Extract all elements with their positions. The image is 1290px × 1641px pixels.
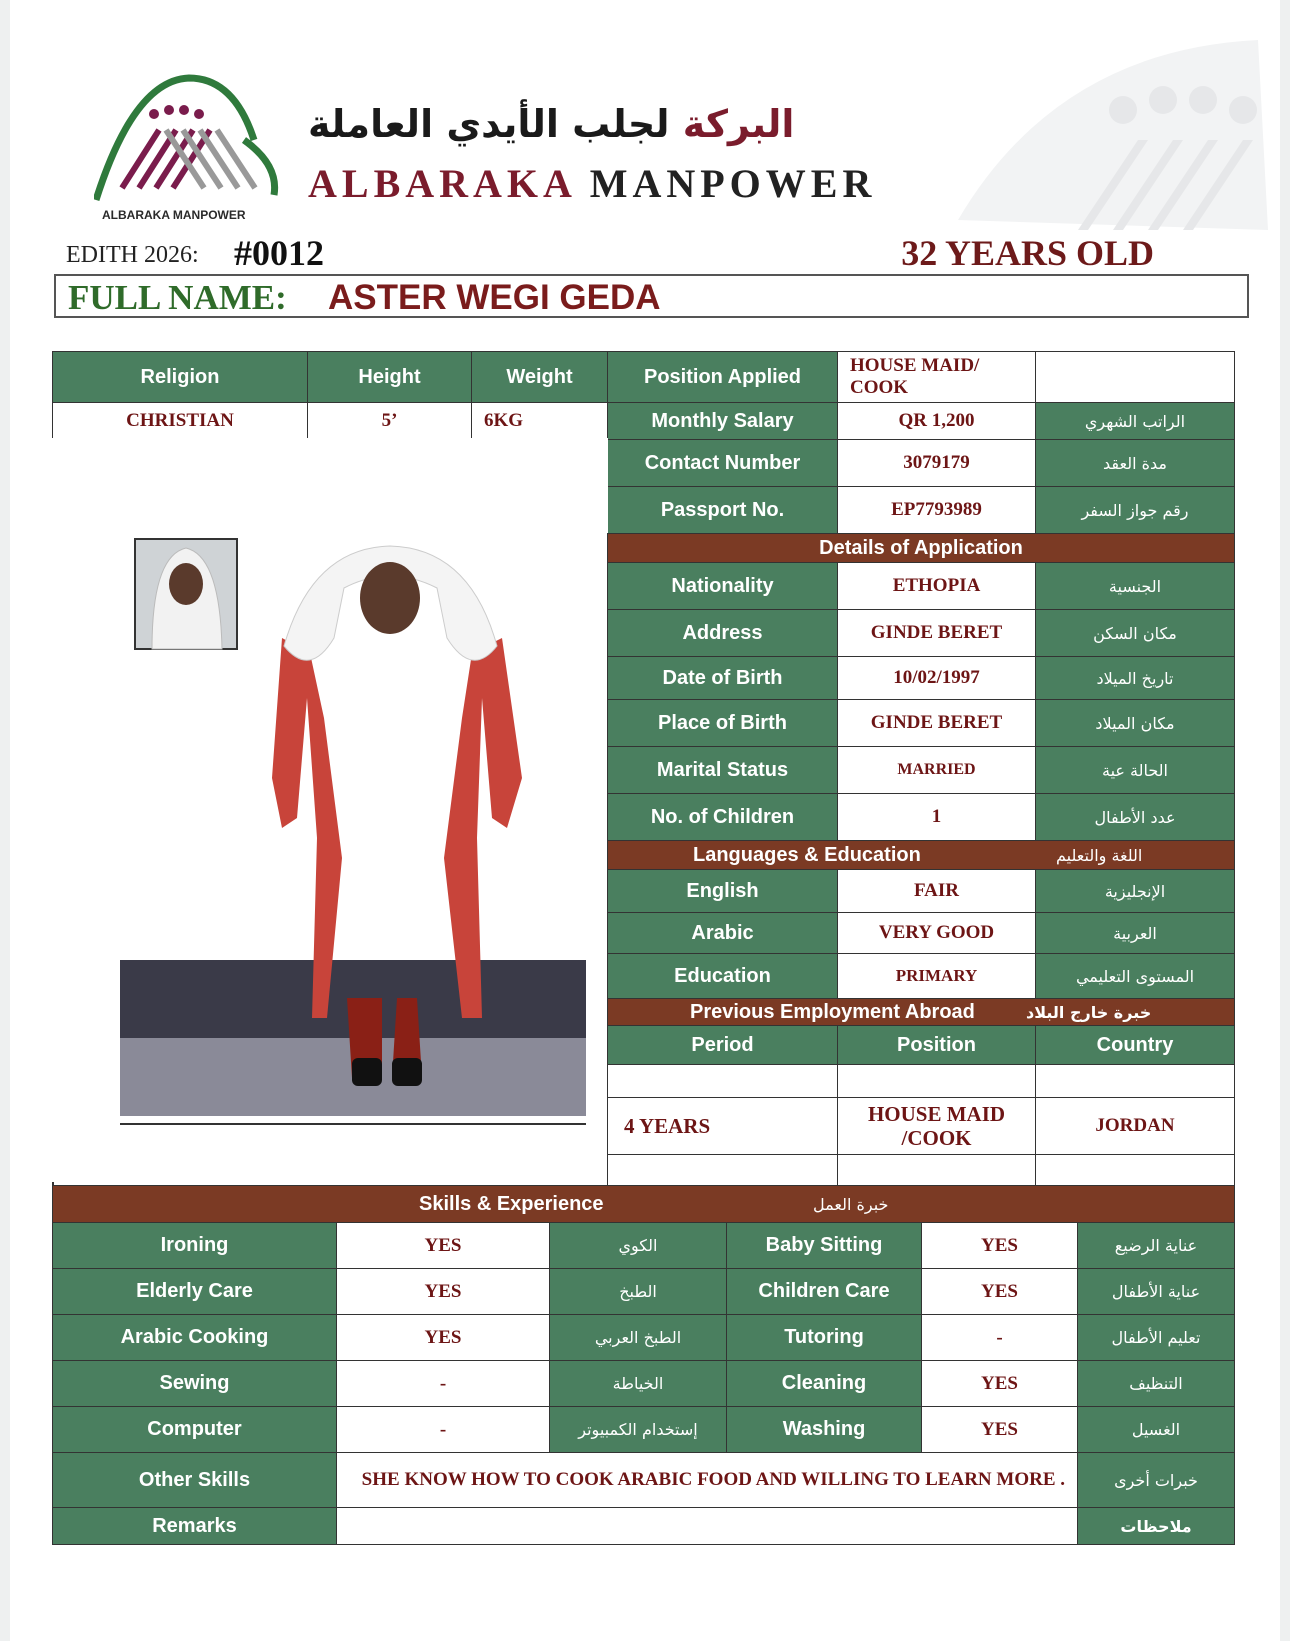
- skill-arabic-elderly-care: الطبخ: [549, 1268, 727, 1315]
- religion-header: Religion: [52, 351, 308, 403]
- company-logo: [94, 70, 284, 230]
- marital-value: MARRIED: [837, 746, 1036, 794]
- education-value: PRIMARY: [837, 953, 1036, 999]
- employment-empty-cell: [837, 1154, 1036, 1186]
- skill-value-children-care: YES: [921, 1268, 1078, 1315]
- company-name-english-rest: MANPOWER: [589, 161, 877, 206]
- skill-label-arabic-cooking: Arabic Cooking: [52, 1314, 337, 1361]
- languages-title-arabic: اللغة والتعليم: [1056, 845, 1143, 865]
- edition-label: EDITH 2026:: [66, 242, 199, 268]
- contact-label: Contact Number: [607, 439, 838, 487]
- skill-arabic-children-care: عناية الأطفال: [1077, 1268, 1235, 1315]
- full-name-box: [54, 274, 1249, 318]
- skill-arabic-cleaning: التنظيف: [1077, 1360, 1235, 1407]
- pob-label-arabic: مكان الميلاد: [1035, 699, 1235, 747]
- company-name-arabic-rest: لجلب الأيدي العاملة: [308, 102, 670, 146]
- remarks-label-arabic: ملاحظات: [1077, 1507, 1235, 1545]
- skill-label-baby-sitting: Baby Sitting: [726, 1222, 922, 1269]
- skill-arabic-ironing: الكوي: [549, 1222, 727, 1269]
- passport-label-arabic: رقم جواز السفر: [1035, 486, 1235, 534]
- nationality-label: Nationality: [607, 562, 838, 610]
- details-section-header: Details of Application: [607, 533, 1235, 563]
- skill-label-elderly-care: Elderly Care: [52, 1268, 337, 1315]
- employment-empty-cell: [607, 1064, 838, 1098]
- skill-value-sewing: -: [336, 1360, 550, 1407]
- address-label-arabic: مكان السكن: [1035, 609, 1235, 657]
- passport-value: EP7793989: [837, 486, 1036, 534]
- skill-value-elderly-care: YES: [336, 1268, 550, 1315]
- salary-value: QR 1,200: [837, 402, 1036, 440]
- pob-value: GINDE BERET: [837, 699, 1036, 747]
- other-skills-label: Other Skills: [52, 1452, 337, 1508]
- skills-section-header: [52, 1185, 1235, 1223]
- dob-value: 10/02/1997: [837, 656, 1036, 700]
- english-label: English: [607, 869, 838, 913]
- arabic-label-arabic: العربية: [1035, 912, 1235, 954]
- skill-value-computer: -: [336, 1406, 550, 1453]
- skill-arabic-tutoring: تعليم الأطفال: [1077, 1314, 1235, 1361]
- address-value: GINDE BERET: [837, 609, 1036, 657]
- country-header: Country: [1035, 1025, 1235, 1065]
- education-label: Education: [607, 953, 838, 999]
- watermark-logo: [938, 30, 1268, 230]
- languages-section-header: [607, 840, 1235, 870]
- logo-caption: ALBARAKA MANPOWER: [102, 208, 246, 222]
- employment-empty-cell: [1035, 1154, 1235, 1186]
- skill-label-ironing: Ironing: [52, 1222, 337, 1269]
- nationality-label-arabic: الجنسية: [1035, 562, 1235, 610]
- dob-label: Date of Birth: [607, 656, 838, 700]
- languages-title: Languages & Education: [693, 843, 921, 866]
- children-label: No. of Children: [607, 793, 838, 841]
- skill-label-cleaning: Cleaning: [726, 1360, 922, 1407]
- position-applied-value: HOUSE MAID/ COOK: [837, 351, 1036, 403]
- skills-title: Skills & Experience: [419, 1192, 604, 1215]
- employment-country: JORDAN: [1035, 1097, 1235, 1155]
- nationality-value: ETHOPIA: [837, 562, 1036, 610]
- company-name-arabic: [308, 102, 794, 146]
- employment-position: HOUSE MAID /COOK: [837, 1097, 1036, 1155]
- employment-title: Previous Employment Abroad: [690, 1000, 975, 1023]
- skill-arabic-arabic-cooking: الطبخ العربي: [549, 1314, 727, 1361]
- skill-value-washing: YES: [921, 1406, 1078, 1453]
- marital-label-arabic: الحالة عية: [1035, 746, 1235, 794]
- employment-period: 4 YEARS: [607, 1097, 838, 1155]
- remarks-value: [336, 1507, 1078, 1545]
- arabic-value: VERY GOOD: [837, 912, 1036, 954]
- employment-empty-cell: [1035, 1064, 1235, 1098]
- children-label-arabic: عدد الأطفال: [1035, 793, 1235, 841]
- skill-label-washing: Washing: [726, 1406, 922, 1453]
- skills-title-arabic: خبرة العمل: [813, 1194, 889, 1214]
- skill-label-computer: Computer: [52, 1406, 337, 1453]
- dob-label-arabic: تاريخ الميلاد: [1035, 656, 1235, 700]
- employment-title-arabic: خبرة خارج البلاد: [1026, 1002, 1152, 1022]
- skill-value-arabic-cooking: YES: [336, 1314, 550, 1361]
- passport-label: Passport No.: [607, 486, 838, 534]
- children-value: 1: [837, 793, 1036, 841]
- pob-label: Place of Birth: [607, 699, 838, 747]
- english-label-arabic: الإنجليزية: [1035, 869, 1235, 913]
- skill-arabic-sewing: الخياطة: [549, 1360, 727, 1407]
- skill-value-ironing: YES: [336, 1222, 550, 1269]
- salary-label-arabic: الراتب الشهري: [1035, 402, 1235, 440]
- weight-value: 6KG: [471, 402, 608, 440]
- education-label-arabic: المستوى التعليمي: [1035, 953, 1235, 999]
- employment-empty-cell: [607, 1154, 838, 1186]
- employment-empty-cell: [837, 1064, 1036, 1098]
- weight-header: Weight: [471, 351, 608, 403]
- company-name-english: [308, 160, 876, 207]
- skill-label-sewing: Sewing: [52, 1360, 337, 1407]
- remarks-label: Remarks: [52, 1507, 337, 1545]
- other-skills-label-arabic: خبرات أخرى: [1077, 1452, 1235, 1508]
- skill-arabic-computer: إستخدام الكمبيوتر: [549, 1406, 727, 1453]
- marital-label: Marital Status: [607, 746, 838, 794]
- religion-value: CHRISTIAN: [52, 402, 308, 440]
- height-value: 5’: [307, 402, 472, 440]
- skill-value-tutoring: -: [921, 1314, 1078, 1361]
- skill-arabic-baby-sitting: عناية الرضيع: [1077, 1222, 1235, 1269]
- position-applied-label: Position Applied: [607, 351, 838, 403]
- skill-label-children-care: Children Care: [726, 1268, 922, 1315]
- arabic-label: Arabic: [607, 912, 838, 954]
- height-header: Height: [307, 351, 472, 403]
- contact-label-arabic: مدة العقد: [1035, 439, 1235, 487]
- age-label: 32 YEARS OLD: [901, 233, 1154, 273]
- skill-label-tutoring: Tutoring: [726, 1314, 922, 1361]
- full-name-value: ASTER WEGI GEDA: [328, 278, 661, 317]
- address-label: Address: [607, 609, 838, 657]
- position-applied-empty: [1035, 351, 1235, 403]
- position-header: Position: [837, 1025, 1036, 1065]
- photo-area: [52, 438, 608, 1182]
- english-value: FAIR: [837, 869, 1036, 913]
- company-name-arabic-accent: البركة: [682, 102, 795, 146]
- applicant-photos: [52, 438, 608, 1182]
- skill-value-cleaning: YES: [921, 1360, 1078, 1407]
- company-name-english-accent: ALBARAKA: [308, 161, 575, 206]
- other-skills-value: SHE KNOW HOW TO COOK ARABIC FOOD AND WILLING TO LEARN MORE .: [336, 1452, 1078, 1508]
- salary-label: Monthly Salary: [607, 402, 838, 440]
- period-header: Period: [607, 1025, 838, 1065]
- contact-value: 3079179: [837, 439, 1036, 487]
- skill-value-baby-sitting: YES: [921, 1222, 1078, 1269]
- reference-number: #0012: [234, 233, 324, 273]
- full-name-label: FULL NAME:: [68, 278, 287, 317]
- skill-arabic-washing: الغسيل: [1077, 1406, 1235, 1453]
- employment-section-header: [607, 998, 1235, 1026]
